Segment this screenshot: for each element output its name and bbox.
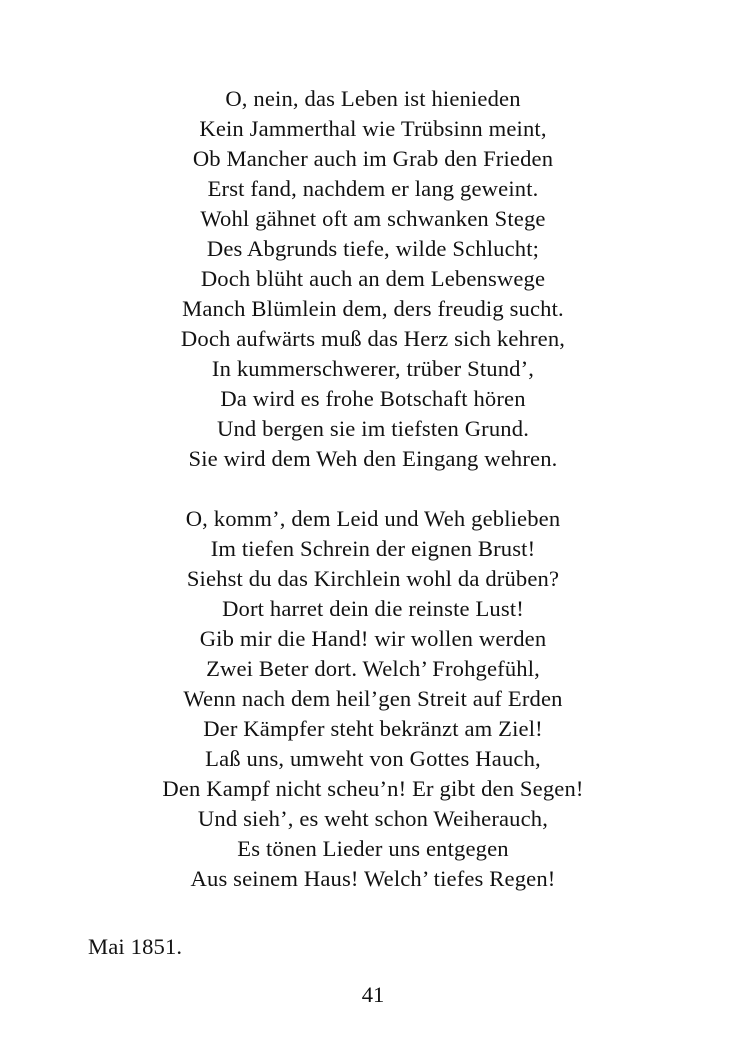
- verse-line: Und sieh’, es weht schon Weiherauch,: [197, 806, 549, 831]
- verse-line: Da wird es frohe Botschaft hören: [220, 386, 526, 411]
- verse-line: Kein Jammerthal wie Trübsinn meint,: [199, 116, 547, 141]
- verse-line: Aus seinem Haus! Welch’ tiefes Regen!: [190, 866, 556, 891]
- verse-line: Zwei Beter dort. Welch’ Frohgefühl,: [206, 656, 540, 681]
- verse-line: Im tiefen Schrein der eignen Brust!: [210, 536, 536, 561]
- verse-line: Es tönen Lieder uns entgegen: [237, 836, 509, 861]
- verse-line: Gib mir die Hand! wir wollen werden: [199, 626, 547, 651]
- verse-line: Und bergen sie im tiefsten Grund.: [217, 416, 529, 441]
- verse-line: Sie wird dem Weh den Eingang wehren.: [188, 446, 558, 471]
- verse-line: O, nein, das Leben ist hienieden: [225, 86, 521, 111]
- verse-line: In kummerschwerer, trüber Stund’,: [211, 356, 535, 381]
- poem-date-signature: Mai 1851.: [88, 934, 183, 959]
- verse-line: Der Kämpfer steht bekränzt am Ziel!: [203, 716, 543, 741]
- verse-line: Den Kampf nicht scheu’n! Er gibt den Segen!: [162, 776, 584, 801]
- page-number: 41: [361, 982, 385, 1007]
- verse-line: O, komm’, dem Leid und Weh geblieben: [185, 506, 561, 531]
- verse-line: Ob Mancher auch im Grab den Frieden: [192, 146, 554, 171]
- verse-line: Siehst du das Kirchlein wohl da drüben?: [186, 566, 560, 591]
- verse-line: Erst fand, nachdem er lang geweint.: [207, 176, 539, 201]
- verse-line: Wohl gähnet oft am schwanken Stege: [200, 206, 546, 231]
- poem-stanza-1: [0, 84, 746, 474]
- verse-line: Manch Blümlein dem, ders freudig sucht.: [182, 296, 564, 321]
- poem-body: [0, 84, 746, 894]
- verse-line: Wenn nach dem heil’gen Streit auf Erden: [183, 686, 563, 711]
- poem-stanza-2: [0, 504, 746, 894]
- verse-line: Doch aufwärts muß das Herz sich kehren,: [180, 326, 566, 351]
- verse-line: Laß uns, umweht von Gottes Hauch,: [205, 746, 541, 771]
- verse-line: Doch blüht auch an dem Lebenswege: [200, 266, 546, 291]
- verse-line: Des Abgrunds tiefe, wilde Schlucht;: [206, 236, 540, 261]
- verse-line: Dort harret dein die reinste Lust!: [222, 596, 524, 621]
